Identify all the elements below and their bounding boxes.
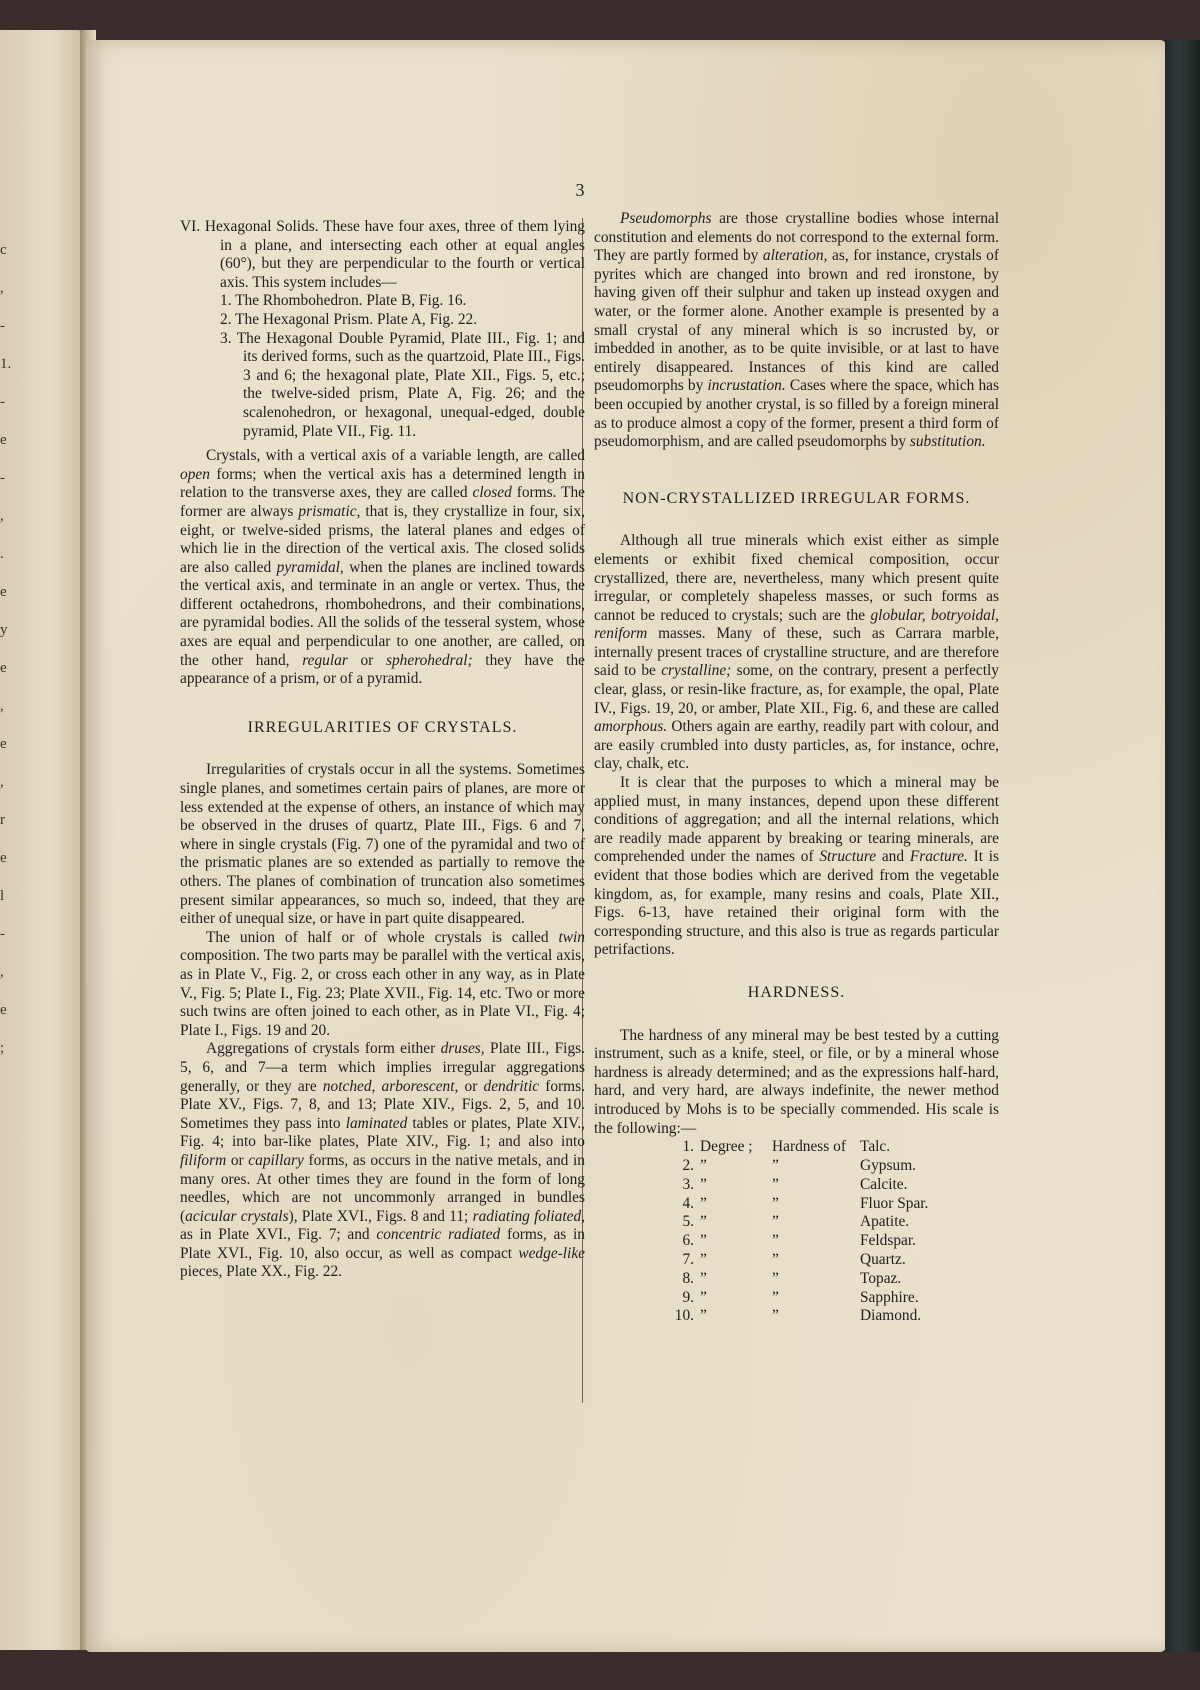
- facing-page-fragment: e: [0, 584, 7, 600]
- term-radiating: radiating foliated,: [472, 1207, 586, 1225]
- term-regular: regular: [302, 651, 348, 669]
- scale-hardness-label: ”: [772, 1307, 779, 1325]
- scale-row: [594, 1176, 999, 1195]
- scale-hardness-label: ”: [772, 1194, 779, 1212]
- term-concentric: concentric radiated: [376, 1226, 501, 1244]
- term-dendritic: dendritic: [483, 1077, 540, 1095]
- scale-degree: ”: [700, 1269, 707, 1287]
- scale-row: [594, 1195, 999, 1214]
- scale-number: 7.: [682, 1250, 694, 1268]
- structure-paragraph: It is clear that the purposes to which a mineral may be applied must, in many instances, depend upon these different conditions of aggregation; and all the internal relations, which are readily made apparent by breaking or tearing minerals, are comprehended under the names of Structure and Fracture. It is evident that those bodies which are derived from the vegetable kingdom, as, for example, many resins and coals, Plate XII., Figs. 6-13, have retained their original form with the corresponding structure, and this also is true as regards particular petrifactions.: [594, 774, 999, 959]
- list-item: 3. The Hexagonal Double Pyramid, Plate III., Fig. 1; and its derived forms, such as the quartzoid, Plate III., Figs. 3 and 6; the hexagonal plate, Plate XII., Figs. 5, etc.; the twelve-sided prism, Plate A, Fig. 26; and the scalenohedron, or hexagonal, unequal-edged, double pyramid, Plate VII., Fig. 11.: [220, 329, 585, 440]
- scale-mineral: Diamond.: [860, 1307, 922, 1325]
- scale-number: 1.: [682, 1138, 694, 1156]
- scale-degree: ”: [700, 1288, 707, 1306]
- facing-page-fragment: -: [0, 470, 5, 486]
- scale-mineral: Quartz.: [860, 1250, 906, 1268]
- list-item: 1. The Rhombohedron. Plate B, Fig. 16.: [220, 292, 467, 310]
- term-alteration: alteration,: [762, 247, 828, 265]
- scale-number: 4.: [682, 1194, 694, 1212]
- heading-irregularities: IRREGULARITIES OF CRYSTALS.: [247, 718, 518, 736]
- crystals-paragraph: Crystals, with a vertical axis of a variable length, are called open forms; when the vertical axis has a determined length in relation to the transverse axes, they are called closed forms. The former are always prismatic, that is, they crystallize in four, six, eight, or twelve-sided prisms, the lateral planes and edges of which lie in the direction of the vertical axis. The closed solids are also called pyramidal, when the planes are inclined towards the vertical axis, and terminate in an angle or vertex. Thus, the different octahedrons, rhombohedrons, and their combinations, are pyramidal bodies. All the solids of the tesseral system, whose axes are equal and perpendicular to one another, are called, on the other hand, regular or spherohedral; they have the appearance of a prism, or of a pyramid.: [180, 447, 585, 688]
- list-item: 2. The Hexagonal Prism. Plate A, Fig. 22.: [220, 310, 478, 328]
- term-pyramidal: pyramidal,: [276, 558, 344, 576]
- facing-page-fragment: e: [0, 850, 7, 866]
- facing-page-fragment: y: [0, 622, 8, 638]
- section-vi-paragraph: VI. Hexagonal Solids. These have four axes, three of them lying in a plane, and intersecting each other at equal angles (60°), but they are perpendicular to the fourth or vertical axis. This system includes—: [180, 218, 585, 291]
- scale-degree: Degree ;: [700, 1138, 753, 1156]
- facing-page-fragment: ,: [0, 698, 4, 714]
- term-druses: druses,: [440, 1040, 485, 1058]
- scale-number: 6.: [682, 1232, 694, 1250]
- scale-degree: ”: [700, 1213, 707, 1231]
- aggregations-paragraph: Aggregations of crystals form either druses, Plate III., Figs. 5, 6, and 7—a term which implies irregular aggregations generally, or they are notched, arborescent, or dendritic forms. Plate XV., Figs. 7, 8, and 13; Plate XIV., Figs. 2, 5, and 10. Sometimes they pass into laminated tables or plates, Plate XIV., Fig. 4; into bar-like plates, Plate XIV., Fig. 1; and also into filiform or capillary forms, as occurs in the native metals, and in many ores. At other times they are found in the form of long needles, which are not uncommonly arranged in bundles (acicular crystals), Plate XVI., Figs. 8 and 11; radiating foliated, as in Plate XVI., Fig. 7; and concentric radiated forms, as in Plate XVI., Fig. 10, also occur, as well as compact wedge-like pieces, Plate XX., Fig. 22.: [180, 1040, 586, 1281]
- scale-hardness-label: ”: [772, 1288, 779, 1306]
- scale-row: [594, 1307, 999, 1326]
- term-fracture: Fracture.: [909, 848, 968, 866]
- scale-row: [594, 1270, 999, 1289]
- facing-page-edge: [0, 30, 84, 1650]
- term-notched: notched, arborescent,: [322, 1077, 459, 1095]
- term-closed: closed: [472, 484, 512, 502]
- term-incrustation: incrustation.: [707, 377, 786, 395]
- scale-degree: ”: [700, 1194, 707, 1212]
- term-substitution: substitution.: [909, 433, 986, 451]
- facing-page-fragment: e: [0, 660, 7, 676]
- facing-page-fragment: c: [0, 242, 7, 258]
- scale-degree: ”: [700, 1156, 707, 1174]
- scale-row: [594, 1232, 999, 1251]
- term-filiform: filiform: [180, 1151, 227, 1169]
- scale-hardness-label: Hardness of: [772, 1138, 846, 1156]
- scale-number: 9.: [682, 1288, 694, 1306]
- page-number: 3: [575, 180, 585, 200]
- heading-non-crystallized: NON-CRYSTALLIZED IRREGULAR FORMS.: [622, 489, 971, 507]
- facing-page-fragment: ,: [0, 964, 4, 980]
- term-structure: Structure: [819, 848, 877, 866]
- left-column: [180, 218, 585, 1282]
- term-wedge-like: wedge-like: [518, 1244, 585, 1262]
- scale-number: 5.: [682, 1213, 694, 1231]
- facing-page-fragment: -: [0, 926, 5, 942]
- term-prismatic: prismatic,: [298, 502, 361, 520]
- facing-page-fragment: 1.: [0, 356, 12, 372]
- term-acicular: acicular crystals: [185, 1207, 289, 1225]
- irregularities-paragraph: Irregularities of crystals occur in all the systems. Sometimes single planes, and sometimes certain pairs of planes, are more or less extended at the expense of others, an instance of which may be observed in the druses of quartz, Plate III., Figs. 6 and 7, where in single crystals (Fig. 7) one of the pyramidal and two of the prismatic planes are so extended as partially to remove the others. The planes of combination of truncation also sometimes present similar appearances, so much so, indeed, that they are either of unequal size, or have in part quite disappeared.: [180, 761, 585, 928]
- scale-mineral: Calcite.: [860, 1175, 908, 1193]
- twin-paragraph: The union of half or of whole crystals is called twin composition. The two parts may be parallel with the vertical axis, as in Plate V., Fig. 2, or cross each other in any way, as in Plate V., Fig. 5; Plate I., Fig. 23; Plate XVII., Fig. 14, etc. Two or more such twins are often joined to each other, as in Plate VI., Fig. 4; Plate I., Figs. 19 and 20.: [180, 928, 585, 1039]
- scale-number: 2.: [682, 1156, 694, 1174]
- scale-mineral: Fluor Spar.: [860, 1194, 929, 1212]
- term-capillary: capillary: [248, 1151, 304, 1169]
- term-twin: twin: [558, 928, 585, 946]
- scale-mineral: Feldspar.: [860, 1232, 917, 1250]
- scale-number: 8.: [682, 1269, 694, 1287]
- scale-row: [594, 1289, 999, 1308]
- pseudomorphs-paragraph: Pseudomorphs are those crystalline bodies whose internal constitution and elements do not correspond to the external form. They are partly formed by alteration, as, for instance, crystals of pyrites which are changed into brown and red ironstone, by having given off their sulphur and taken up instead oxygen and water, or the former alone. Another example is presented by a small crystal of any mineral which is so incrusted by, or imbedded in another, as to be quite invisible, or at last to have entirely disappeared. Instances of this kind are called pseudomorphs by incrustation. Cases where the space, which has been occupied by another crystal, is so filled by a foreign mineral as to produce almost a copy of the former, present a third form of pseudomorphism, and are called pseudomorphs by substitution.: [594, 210, 999, 451]
- scale-mineral: Sapphire.: [860, 1288, 919, 1306]
- scale-hardness-label: ”: [772, 1269, 779, 1287]
- scale-row: [594, 1138, 999, 1157]
- term-crystalline: crystalline;: [661, 662, 732, 680]
- facing-page-fragment: l: [0, 888, 5, 904]
- scale-degree: ”: [700, 1307, 707, 1325]
- term-globular: globular, botryoidal, reniform: [594, 606, 999, 643]
- term-laminated: laminated: [345, 1114, 408, 1132]
- scale-hardness-label: ”: [772, 1232, 779, 1250]
- facing-page-fragment: e: [0, 1002, 7, 1018]
- facing-page-fragment: -: [0, 394, 5, 410]
- scale-degree: ”: [700, 1232, 707, 1250]
- heading-hardness: HARDNESS.: [747, 983, 846, 1001]
- scale-hardness-label: ”: [772, 1213, 779, 1231]
- facing-page-fragment: ,: [0, 280, 4, 296]
- term-open: open: [180, 465, 210, 483]
- facing-page-fragment: .: [0, 546, 4, 562]
- mohs-scale-table: [594, 1138, 999, 1326]
- facing-page-fragment: ,: [0, 508, 4, 524]
- scale-row: [594, 1157, 999, 1176]
- facing-page-fragment: r: [0, 812, 5, 828]
- facing-page-fragment: e: [0, 432, 7, 448]
- scale-number: 10.: [674, 1307, 694, 1325]
- term-amorphous: amorphous.: [594, 718, 668, 736]
- right-column: [594, 210, 999, 1326]
- scale-mineral: Apatite.: [860, 1213, 910, 1231]
- scale-mineral: Topaz.: [860, 1269, 902, 1287]
- facing-page-fragment: ,: [0, 774, 4, 790]
- book-cover-edge: [1165, 40, 1200, 1652]
- scale-hardness-label: ”: [772, 1175, 779, 1193]
- term-spherohedral: spherohedral;: [385, 651, 473, 669]
- facing-page-fragment: ;: [0, 1040, 5, 1056]
- scale-row: [594, 1251, 999, 1270]
- term-pseudomorphs: Pseudomorphs: [620, 210, 712, 227]
- facing-page-fragment: e: [0, 736, 7, 752]
- scale-number: 3.: [682, 1175, 694, 1193]
- facing-page-fragment: -: [0, 318, 5, 334]
- scale-degree: ”: [700, 1250, 707, 1268]
- scale-degree: ”: [700, 1175, 707, 1193]
- scale-mineral: Gypsum.: [860, 1156, 917, 1174]
- scale-row: [594, 1213, 999, 1232]
- non-crystallized-paragraph: Although all true minerals which exist either as simple elements or exhibit fixed chemical composition, occur crystallized, there are, nevertheless, many which present quite irregular, or completely shapeless masses, or such forms as cannot be reduced to crystals; such are the globular, botryoidal, reniform masses. Many of these, such as Carrara marble, internally present traces of crystalline structure, and are therefore said to be crystalline; some, on the contrary, present a perfectly clear, glass, or resin-like fracture, as, for example, the opal, Plate IV., Figs. 19, 20, or amber, Plate XII., Fig. 6, and these are called amorphous. Others again are earthy, readily part with colour, and are easily crumbled into dusty particles, as, for instance, ochre, clay, chalk, etc.: [594, 532, 999, 773]
- scale-mineral: Talc.: [860, 1138, 891, 1156]
- hardness-paragraph: The hardness of any mineral may be best tested by a cutting instrument, such as a knife, steel, or file, or by a mineral whose hardness is already determined; and as the expressions half-hard, hard, and very hard, are always indefinite, the newer method introduced by Mohs is to be specially commended. His scale is the following:—: [594, 1026, 999, 1137]
- scale-hardness-label: ”: [772, 1156, 779, 1174]
- scale-hardness-label: ”: [772, 1250, 779, 1268]
